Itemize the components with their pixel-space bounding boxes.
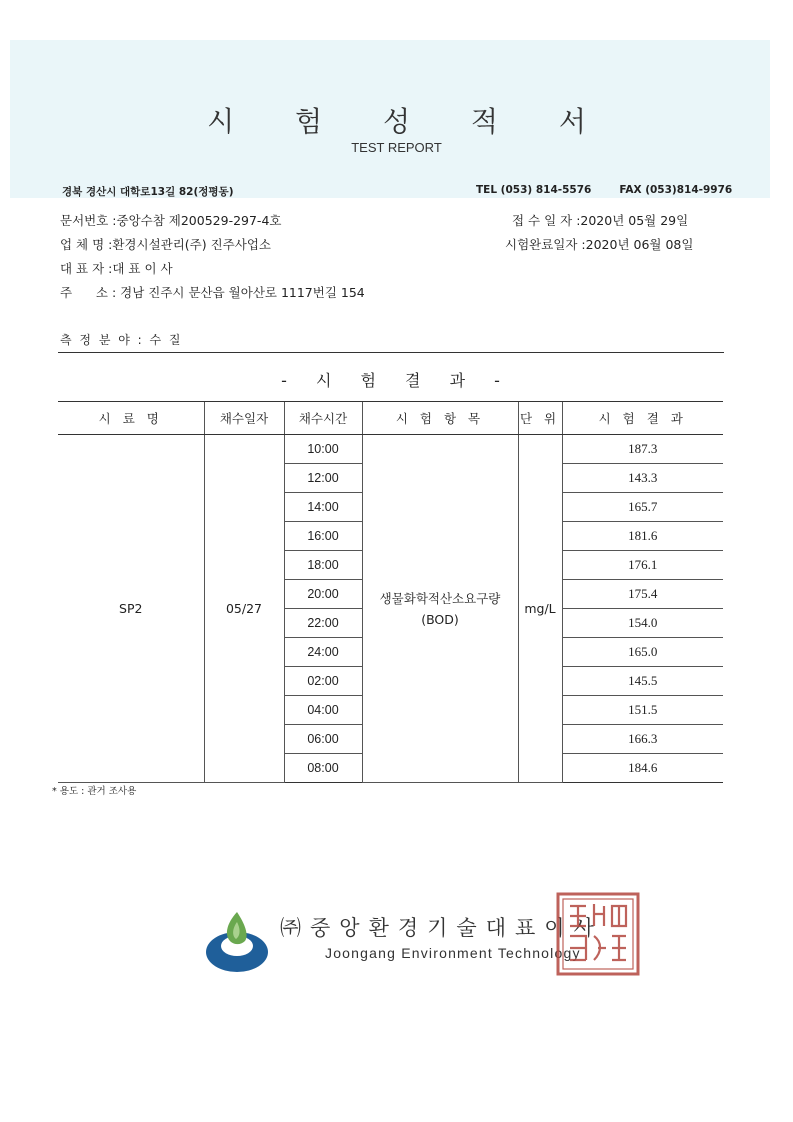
results-title: - 시 험 결 과 -: [281, 371, 512, 390]
company-label: 업 체 명 :: [60, 237, 113, 252]
received-date: 2020년 05월 29일: [580, 213, 689, 228]
sample-time-cell: 18:00: [284, 551, 362, 580]
doc-number-label: 문서번호 :: [60, 213, 117, 228]
results-table: [58, 401, 723, 783]
usage-footnote: * 용도 : 관거 조사용: [52, 786, 137, 797]
representative-row: [60, 257, 365, 281]
company-name-english: Joongang Environment Technology: [325, 945, 581, 961]
header-sample: 시 료 명: [58, 402, 204, 435]
received-row: [505, 209, 693, 233]
client-info: [60, 209, 365, 305]
client-address-label: 주 소 :: [60, 285, 121, 300]
unit-cell: mg/L: [518, 435, 562, 783]
fax-number: FAX (053)814-9976: [619, 184, 733, 196]
lab-contact: [476, 184, 732, 196]
test-item-code: (BOD): [421, 611, 459, 627]
completed-label: 시험완료일자 :: [505, 237, 586, 252]
company-name-korean: ㈜중앙환경기술대표이사: [280, 916, 603, 940]
header-result: 시 험 결 과: [562, 402, 723, 435]
sample-time-cell: 02:00: [284, 667, 362, 696]
company-name: 환경시설관리(주) 진주사업소: [112, 237, 271, 252]
result-value-cell: 175.4: [562, 580, 723, 609]
header-date: 채수일자: [204, 402, 284, 435]
result-value-cell: 151.5: [562, 696, 723, 725]
client-address-row: [60, 281, 365, 305]
sample-time-cell: 24:00: [284, 638, 362, 667]
sample-time-cell: 16:00: [284, 522, 362, 551]
representative: 대 표 이 사: [112, 261, 173, 276]
sample-time-cell: 22:00: [284, 609, 362, 638]
divider: [58, 352, 724, 353]
result-value-cell: 166.3: [562, 725, 723, 754]
result-value-cell: 181.6: [562, 522, 723, 551]
doc-number: 중앙수참 제200529-297-4호: [116, 213, 282, 228]
result-value-cell: 176.1: [562, 551, 723, 580]
sample-name-cell: SP2: [58, 435, 204, 783]
sample-time-cell: 10:00: [284, 435, 362, 464]
sample-time-cell: 04:00: [284, 696, 362, 725]
doc-number-row: [60, 209, 365, 233]
result-value-cell: 187.3: [562, 435, 723, 464]
header-time: 채수시간: [284, 402, 362, 435]
result-value-cell: 165.7: [562, 493, 723, 522]
result-value-cell: 145.5: [562, 667, 723, 696]
sample-date-cell: 05/27: [204, 435, 284, 783]
lab-address: 경북 경산시 대학로13길 82(정평동): [62, 186, 234, 198]
company-logo-icon: [204, 908, 270, 974]
test-item-cell: [362, 435, 518, 783]
representative-label: 대 표 자 :: [60, 261, 113, 276]
result-value-cell: 184.6: [562, 754, 723, 783]
completed-row: [505, 233, 693, 257]
results-body: [58, 435, 723, 783]
table-header-row: [58, 402, 723, 435]
completed-date: 2020년 06월 08일: [585, 237, 694, 252]
measurement-field: 측 정 분 야 : 수 질: [60, 333, 183, 347]
sample-time-cell: 14:00: [284, 493, 362, 522]
date-info: [505, 209, 693, 257]
received-label: 접 수 일 자 :: [512, 213, 581, 228]
sample-time-cell: 06:00: [284, 725, 362, 754]
report-subtitle: TEST REPORT: [351, 140, 442, 155]
sample-time-cell: 08:00: [284, 754, 362, 783]
result-value-cell: 165.0: [562, 638, 723, 667]
test-item-name: 생물화학적산소요구량: [379, 590, 501, 606]
sample-time-cell: 12:00: [284, 464, 362, 493]
result-value-cell: 154.0: [562, 609, 723, 638]
result-value-cell: 143.3: [562, 464, 723, 493]
tel-number: TEL (053) 814-5576: [476, 184, 592, 196]
header-unit: 단 위: [518, 402, 562, 435]
table-row: [58, 435, 723, 464]
header-item: 시 험 항 목: [362, 402, 518, 435]
report-title: 시 험 성 적 서: [207, 105, 612, 138]
sample-time-cell: 20:00: [284, 580, 362, 609]
official-seal-icon: [556, 892, 640, 976]
company-row: [60, 233, 365, 257]
client-address: 경남 진주시 문산읍 월아산로 1117번길 154: [120, 285, 365, 300]
